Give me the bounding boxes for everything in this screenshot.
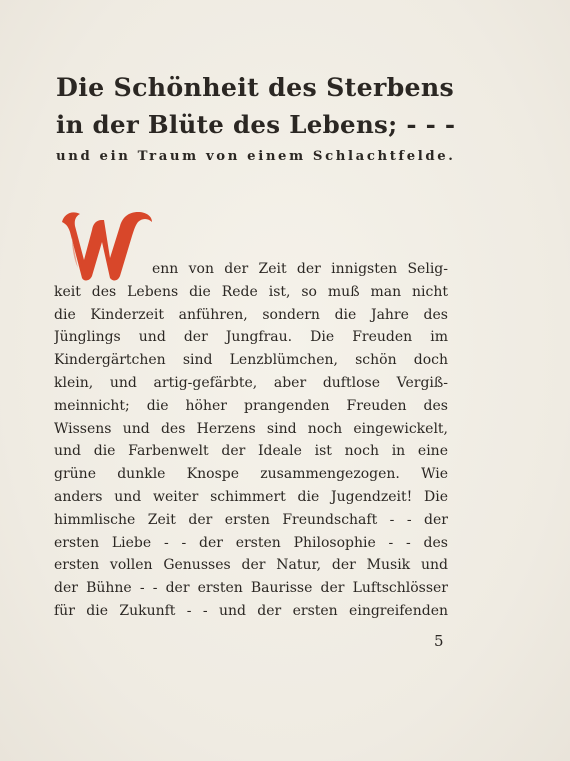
heading-subtitle: und ein Traum von einem Schlachtfelde. xyxy=(56,149,456,164)
text-line: ersten vollen Genusses der Natur, der Musik und xyxy=(54,557,448,574)
text-line: für die Zukunft - - und der ersten eingreifenden xyxy=(54,602,448,619)
text-line: Jünglings und der Jungfrau. Die Freuden im xyxy=(54,329,448,346)
text-line: der Bühne - - der ersten Baurisse der Luftschlösser xyxy=(54,580,448,597)
body-text xyxy=(54,258,448,623)
text-line: anders und weiter schimmert die Jugendzeit! Die xyxy=(54,488,448,505)
text-line: klein, und artig-gefärbte, aber duftlose Vergiß- xyxy=(54,374,448,391)
text-line: enn von der Zeit der innigsten Selig- xyxy=(152,261,448,277)
text-line: himmlische Zeit der ersten Freundschaft - - der xyxy=(54,511,448,528)
text-line: meinnicht; die höher prangenden Freuden des xyxy=(54,397,448,414)
text-line: grüne dunkle Knospe zusammengezogen. Wie xyxy=(54,466,448,483)
text-line: Wissens und des Herzens sind noch eingewickelt, xyxy=(54,420,448,437)
text-line: und die Farbenwelt der Ideale ist noch in eine xyxy=(54,443,448,460)
page-number: 5 xyxy=(434,632,444,650)
heading-line-2: in der Blüte des Lebens; - - - xyxy=(56,110,456,139)
text-line: die Kinderzeit anführen, sondern die Jahre des xyxy=(54,306,448,323)
chapter-heading xyxy=(56,68,456,168)
text-line: keit des Lebens die Rede ist, so muß man nicht xyxy=(54,283,448,300)
text-line: ersten Liebe - - der ersten Philosophie - - des xyxy=(54,534,448,551)
heading-line-1: Die Schönheit des Sterbens xyxy=(56,72,455,102)
text-line: Kindergärtchen sind Lenzblümchen, schön doch xyxy=(54,352,448,369)
